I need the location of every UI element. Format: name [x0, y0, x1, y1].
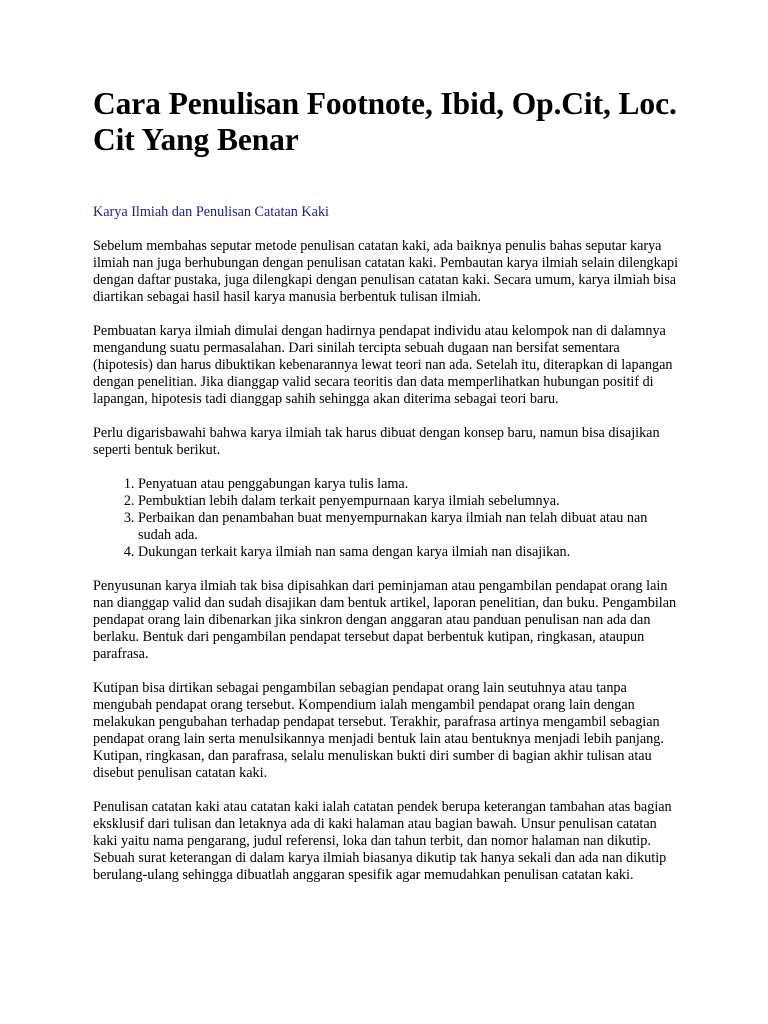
section-subtitle: Karya Ilmiah dan Penulisan Catatan Kaki — [93, 204, 329, 220]
paragraph-6: Penulisan catatan kaki atau catatan kaki ialah catatan pendek berupa keterangan tambahan atas bagian eksklusif dari tulisan dan letaknya ada di kaki halaman atau bagian bawah. Unsur penulisan catatan kaki yaitu nama pengarang, judul referensi, loka dan tahun terbit, dan nomor halaman nan dikutip. Sebuah surat keterangan di dalam karya ilmiah biasanya dikutip tak hanya sekali dan ada nan dikutip berulang-ulang sehingga dibuatlah anggaran spesifik agar memudahkan penulisan catatan kaki. — [93, 799, 672, 883]
list-item: 3. Perbaikan dan penambahan buat menyempurnakan karya ilmiah nan telah dibuat atau nan sudah ada. — [138, 510, 683, 544]
article-title: Cara Penulisan Footnote, Ibid, Op.Cit, Loc. Cit Yang Benar — [93, 86, 677, 157]
paragraph-2: Pembuatan karya ilmiah dimulai dengan hadirnya pendapat individu atau kelompok nan di dalamnya mengandung suatu permasalahan. Dari sinilah tercipta sebuah dugaan nan bersifat sementara (hipotesis) dan harus dibuktikan kebenarannya lewat teori nan ada. Setelah itu, diterapkan di lapangan dengan penelitian. Jika dianggap valid secara teoritis dan data memperlihatkan hubungan positif di lapangan, hipotesis tadi dianggap sahih sehingga akan diterima sebagai teori baru. — [93, 323, 673, 407]
list-item: 1. Penyatuan atau penggabungan karya tulis lama. — [138, 476, 683, 493]
paragraph-3: Perlu digarisbawahi bahwa karya ilmiah tak harus dibuat dengan konsep baru, namun bisa disajikan seperti bentuk berikut. — [93, 425, 660, 458]
paragraph-5: Kutipan bisa dirtikan sebagai pengambilan sebagian pendapat orang lain seutuhnya atau tanpa mengubah pendapat orang tersebut. Kompendium ialah mengambil pendapat orang lain dengan melakukan pengubahan terhadap pendapat tersebut. Terakhir, parafrasa artinya mengambil sebagian pendapat orang lain serta menulsikannya menjadi bentuk lain atau bentuknya menjadi lebih panjang. Kutipan, ringkasan, dan parafrasa, selalu menuliskan bukti diri sumber di bagian akhir tulisan atau disebut penulisan catatan kaki. — [93, 680, 664, 781]
paragraph-1: Sebelum membahas seputar metode penulisan catatan kaki, ada baiknya penulis bahas seputar karya ilmiah nan juga berhubungan dengan penulisan catatan kaki. Pembautan karya ilmiah selain dilengkapi dengan daftar pustaka, juga dilengkapi dengan penulisan catatan kaki. Secara umum, karya ilmiah bisa diartikan sebagai hasil hasil karya manusia berbentuk tulisan ilmiah. — [93, 238, 679, 305]
list-item: 4. Dukungan terkait karya ilmiah nan sama dengan karya ilmiah nan disajikan. — [138, 544, 683, 561]
paragraph-4: Penyusunan karya ilmiah tak bisa dipisahkan dari peminjaman atau pengambilan pendapat orang lain nan dianggap valid dan sudah disajikan dam bentuk artikel, laporan penelitian, dan buku. Pengambilan pendapat orang lain dibenarkan jika sinkron dengan anggaran atau panduan penulisan nan ada dan berlaku. Bentuk dari pengambilan pendapat tersebut dapat berbentuk kutipan, ringkasan, ataupun parafrasa. — [93, 578, 677, 662]
list-item: 2. Pembuktian lebih dalam terkait penyempurnaan karya ilmiah sebelumnya. — [138, 493, 683, 510]
document-page — [93, 86, 683, 884]
numbered-list — [93, 476, 683, 561]
